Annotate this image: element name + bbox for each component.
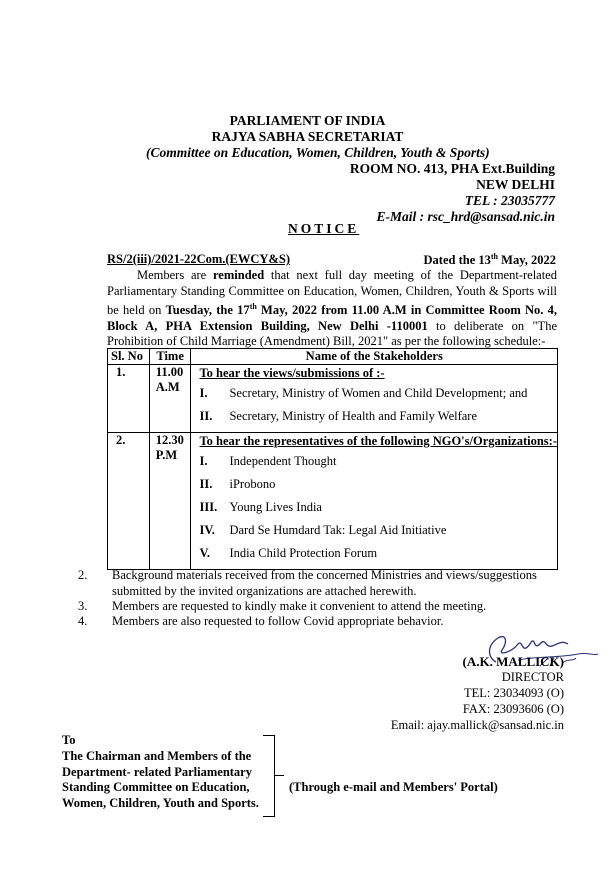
list-item [191,473,557,496]
item-text: Dard Se Humdard Tak: Legal Aid Initiative [229,523,447,537]
table-row [108,365,558,433]
header-room: ROOM NO. 413, PHA Ext.Building [349,161,555,176]
para-date: Tuesday, the 17 [165,303,250,318]
header-email: E-Mail : rsc_hrd@sansad.nic.in [376,209,555,224]
dated-prefix: Dated the 13 [423,253,491,268]
item-number: V. [199,546,211,560]
point-number-2: 2. [78,568,88,582]
item-text: India Child Protection Forum [229,546,378,560]
row1-sl: 1. [108,365,150,433]
item-number: III. [199,500,218,514]
dated-sup: th [490,252,499,261]
addressee-block [62,749,259,811]
addressee-bracket [263,735,275,817]
notice-title: NOTICE [288,221,360,236]
addressee-line: Department- related Parliamentary [62,764,252,779]
addressee-line: The Chairman and Members of the [62,749,252,763]
header-tel: TEL : 23035777 [464,193,555,208]
dated-suffix: May, 2022 [498,253,556,268]
signatory-email: Email: ajay.mallick@sansad.nic.in [390,718,564,732]
signatory-designation: DIRECTOR [501,670,564,684]
row2-stakeholders [191,433,558,570]
point-number-4: 4. [78,614,88,628]
schedule-table [107,348,558,570]
header-parliament: PARLIAMENT OF INDIA [229,113,386,128]
point-text-2: Background materials received from the concerned Ministries and views/suggestions submitted by the invited organizations are attached herewith. [112,568,537,598]
point-text-3: Members are requested to kindly make it convenient to attend the meeting. [112,599,487,613]
point-text-4: Members are also requested to follow Covid appropriate behavior. [112,614,444,628]
meeting-paragraph [107,268,557,350]
list-item [191,382,557,405]
table-header-row [108,349,558,365]
row2-heading: To hear the representatives of the following NGO's/Organizations:- [199,434,557,448]
item-text: Secretary, Ministry of Health and Family Welfare [229,409,478,423]
signatory-tel: TEL: 23034093 (O) [464,686,564,700]
row1-stakeholders [191,365,558,433]
list-item [191,542,557,565]
row1-heading: To hear the views/submissions of :- [199,366,385,380]
para-reminded: reminded [212,268,265,282]
header-city: NEW DELHI [476,177,555,192]
row2-sl: 2. [108,433,150,570]
item-number: II. [199,409,213,423]
item-text: Independent Thought [229,454,337,468]
item-text: Young Lives India [229,500,322,514]
header-sl: Sl. No [108,349,150,365]
addressee-line: Standing Committee on Education, [62,780,250,794]
item-number: II. [199,477,213,491]
row2-time: 12.30 P.M [149,433,191,570]
list-item [191,496,557,519]
reference-number: RS/2(iii)/2021-22Com.(EWCY&S) [107,252,290,266]
signatory-name: (A.K. MALLICK) [462,654,564,669]
para-part1: Members are [137,268,213,282]
bracket-tick [274,775,284,776]
list-item [191,450,557,473]
point-number-3: 3. [78,599,88,613]
to-label: To [62,733,76,747]
para-venue: May, 2022 from 11.00 A.M in Committee Room No. 4, Block A, PHA Extension Building, New Delhi -110001 [107,303,558,333]
header-secretariat: RAJYA SABHA SECRETARIAT [211,129,404,144]
list-item [191,519,557,542]
delivery-mode: (Through e-mail and Members' Portal) [289,780,498,794]
row1-time: 11.00 A.M [149,365,191,433]
item-number: IV. [199,523,215,537]
header-time: Time [149,349,191,365]
item-text: Secretary, Ministry of Women and Child Development; and [229,386,528,400]
dated-line [424,252,556,268]
list-item [191,405,557,428]
header-stakeholders: Name of the Stakeholders [191,349,558,365]
para-part6: to deliberate on "The Prohibition of Child Marriage (Amendment) Bill, 2021" as per the following schedule:- [107,318,557,349]
addressee-line: Women, Children, Youth and Sports. [62,795,259,810]
para-part3: that next full day meeting of the Department-related Parliamentary Standing Committee on Education, Women, Children, Youth & Sports will be held on [107,268,557,318]
table-row [108,433,558,570]
para-date-sup: th [249,302,257,311]
item-text: iProbono [229,477,276,491]
signatory-fax: FAX: 23093606 (O) [462,702,564,716]
item-number: I. [199,386,208,400]
header-committee: (Committee on Education, Women, Children, Youth & Sports) [146,145,490,160]
item-number: I. [199,454,208,468]
